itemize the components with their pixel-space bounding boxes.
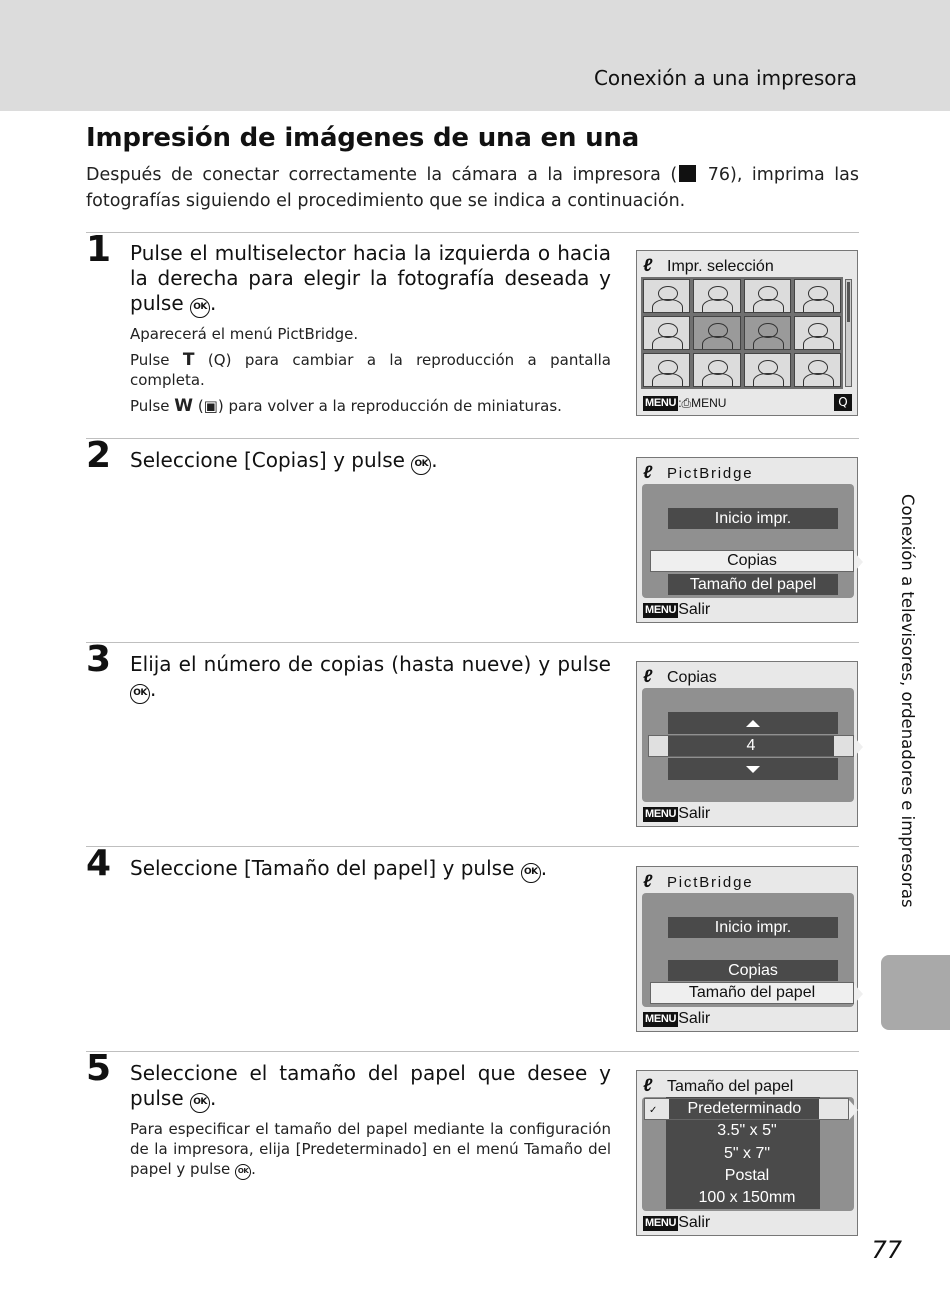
printer-icon: ℓ [643,666,653,686]
screen-footer [643,1214,710,1232]
paper-option[interactable]: 5" x 7" [723,1145,771,1162]
section-title: Conexión a una impresora [593,66,857,90]
menu-panel [642,484,854,598]
divider [86,232,859,233]
side-tab-label: Conexión a televisores, ordenadores e impresoras [898,494,917,908]
page-number: 77 [871,1236,902,1264]
menu-panel [642,1097,854,1211]
header-band [0,0,950,111]
step-1-notes [130,324,611,422]
arrow-down-icon [746,766,760,773]
screen-title-text: Copias [667,669,717,686]
w-zoom-key: W [174,396,194,416]
thumbnail-selected[interactable] [744,316,791,350]
screen-title-text: PictBridge [667,465,754,482]
thumbnail[interactable] [643,316,690,350]
step-2-number: 2 [86,435,112,476]
intro-text-1: Después de conectar correctamente la cámara a la impresora ( [86,165,678,185]
zoom-icon: Q [834,394,852,411]
step-5-note: Para especificar el tamaño del papel mediante la configuración de la impresora, elija [Predeterminado] en el menú Tamaño del papel y pulse OK . [130,1120,611,1178]
menu-icon: MENU [645,808,677,820]
arrow-up-icon [746,720,760,727]
thumbnail[interactable] [693,353,740,387]
step-5-title: Seleccione el tamaño del papel que desee y pulse OK . [130,1061,611,1113]
note-2-text-a: Pulse [130,351,183,369]
menu-item-start-print[interactable]: Inicio impr. [668,508,838,529]
screen-title [643,1074,793,1098]
paper-option[interactable]: 100 x 150mm [698,1189,796,1206]
camera-screen-pictbridge [636,457,858,623]
thumbnail[interactable] [643,353,690,387]
step-1-note-2 [130,350,611,390]
menu-item-paper-size[interactable]: Tamaño del papel [650,982,854,1004]
camera-screen-copies [636,661,858,827]
printer-icon: ℓ [643,871,655,891]
step-3-title: Elija el número de copias (hasta nueve) y pulse OK . [130,652,611,704]
page-reference-icon [679,165,696,182]
thumbnail-grid [641,277,843,389]
step-3-title-text: Elija el número de copias (hasta nueve) y pulse [130,652,611,676]
ok-button-icon: OK [235,1164,251,1180]
menu-icon: MENU [645,1217,677,1229]
screen-title-text: PictBridge [667,874,754,891]
selected-check-icon: ✓ [649,1105,658,1116]
paper-option-selected[interactable] [644,1098,849,1120]
divider [86,846,859,847]
camera-screen-print-selection [636,250,858,416]
menu-icon: MENU [645,1013,677,1025]
side-tab [881,955,950,1030]
thumbnail[interactable] [794,279,841,313]
ok-button-icon: OK [411,455,431,475]
note-3-text-b: para volver a la reproducción de miniaturas. [223,397,562,415]
step-1-note-3 [130,396,611,416]
menu-icon: MENU [645,604,677,616]
printer-icon: ℓ [643,255,653,275]
screen-title-text: Tamaño del papel [667,1078,794,1095]
thumbnail[interactable] [794,353,841,387]
step-4-title-text: Seleccione [Tamaño del papel] y pulse [130,856,515,880]
divider [86,642,859,643]
ok-button-icon: OK [521,863,541,883]
ok-button-icon: OK [190,298,210,318]
screen-title-text: Impr. selección [667,258,774,275]
step-2-title: Seleccione [Copias] y pulse OK . [130,448,611,475]
screen-title [643,254,774,278]
camera-screen-pictbridge-paper [636,866,858,1032]
menu-panel [642,688,854,802]
paper-option[interactable]: 3.5" x 5" [717,1122,777,1139]
step-1-number: 1 [86,229,112,270]
screen-footer [643,601,710,619]
t-zoom-key: T [182,350,195,370]
screen-title [643,461,753,485]
intro-paragraph [86,162,859,214]
scrollbar[interactable] [845,279,852,387]
menu-icon: MENU [645,397,677,409]
thumbnail[interactable] [693,279,740,313]
screen-footer [643,394,726,412]
thumbnail[interactable] [744,279,791,313]
thumbnail[interactable] [794,316,841,350]
note-2-text-b: para cambiar a la reproducción a pantalla completa. [130,351,611,389]
copies-value-text: 4 [668,736,834,756]
thumbnail-icon: (▣) [197,397,224,415]
step-2-title-text: Seleccione [Copias] y pulse [130,448,405,472]
screen-footer [643,1010,710,1028]
printer-icon: ℓ [643,462,655,482]
screen-title [643,870,753,894]
camera-screen-paper-size [636,1070,858,1236]
step-3-number: 3 [86,639,112,680]
decrease-copies-button[interactable] [668,758,838,780]
paper-option[interactable]: Postal [724,1167,770,1184]
step-4-title: Seleccione [Tamaño del papel] y pulse OK . [130,856,611,883]
note-3-text-a: Pulse [130,397,175,415]
menu-item-start-print[interactable]: Inicio impr. [668,917,838,938]
copies-value[interactable] [648,735,854,757]
exit-label: Salir [678,601,711,618]
step-4-number: 4 [86,843,112,884]
exit-label: Salir [678,805,711,822]
page-title: Impresión de imágenes de una en una [86,123,640,153]
thumbnail[interactable] [744,353,791,387]
increase-copies-button[interactable] [668,712,838,734]
step-5-note-text: Para especificar el tamaño del papel mediante la configuración de la impresora, elija [Predeterminado] en el menú Tamaño del papel y pulse [130,1120,611,1178]
thumbnail-selected[interactable] [693,316,740,350]
intro-ref-page: 76 [707,165,731,185]
screen-title [643,665,717,689]
paper-option-default: Predeterminado [669,1099,819,1119]
step-1-title-text: Pulse el multiselector hacia la izquierda o hacia la derecha para elegir la fotografía deseada y pulse [130,241,611,315]
menu-item-paper-size[interactable]: Tamaño del papel [668,574,838,595]
exit-label: Salir [678,1214,711,1231]
exit-label: Salir [678,1010,711,1027]
step-5-notes [130,1119,611,1186]
step-5-number: 5 [86,1048,112,1089]
intro-text-2: ), imprima las fotografías siguiendo el procedimiento que se indica a continuación. [86,165,859,211]
menu-panel [642,893,854,1007]
screen-footer [643,805,710,823]
step-1-title: Pulse el multiselector hacia la izquierda o hacia la derecha para elegir la fotografía deseada y pulse OK . [130,241,611,318]
step-5-title-text: Seleccione el tamaño del papel que desee y pulse [130,1061,611,1110]
print-menu-icon: :⎙MENU [678,396,727,410]
ok-button-icon: OK [130,684,150,704]
thumbnail[interactable] [643,279,690,313]
divider [86,438,859,439]
step-1-note-1: Aparecerá el menú PictBridge. [130,325,359,343]
playback-zoom-icon: (Q) [207,351,232,369]
menu-item-copies[interactable]: Copias [668,960,838,981]
printer-icon: ℓ [643,1075,653,1095]
menu-item-copies[interactable]: Copias [650,550,854,572]
divider [86,1051,859,1052]
ok-button-icon: OK [190,1093,210,1113]
